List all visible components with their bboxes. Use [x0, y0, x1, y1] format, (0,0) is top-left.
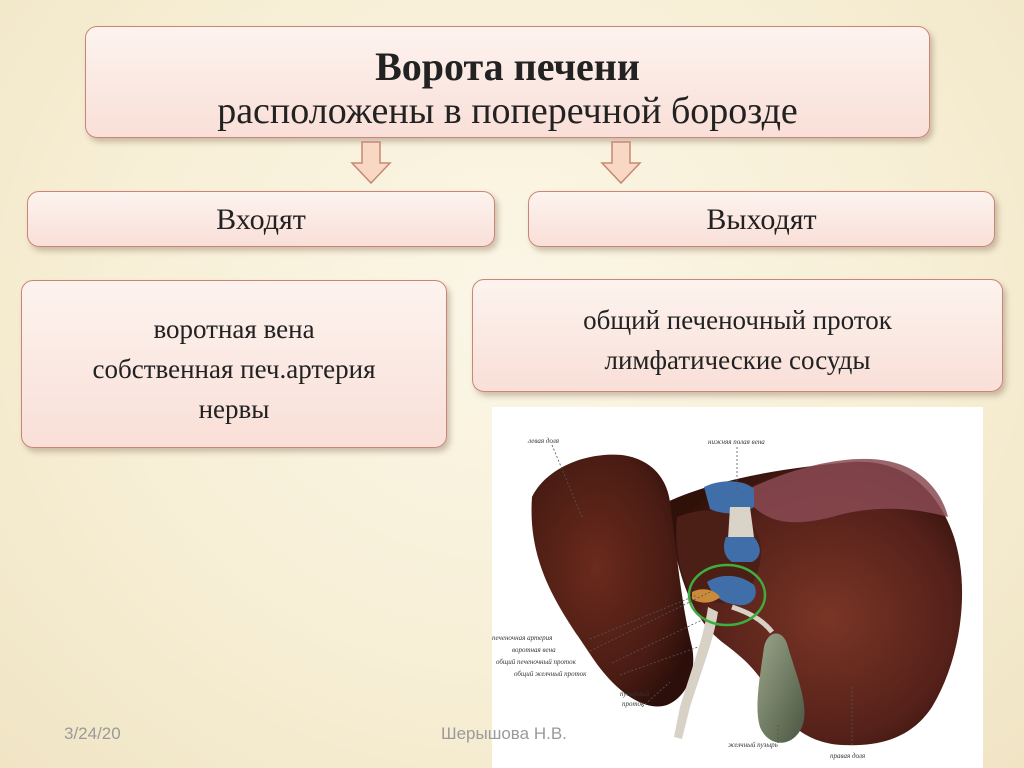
label-cystic-duct-2: проток: [622, 700, 645, 708]
outgoing-header: Выходят: [528, 191, 995, 247]
label-common-bile-duct: общий желчный проток: [514, 670, 587, 678]
list-item: общий печеночный проток: [583, 305, 892, 335]
title-heading: Ворота печени: [375, 44, 640, 89]
list-item: лимфатические сосуды: [604, 345, 871, 375]
outgoing-list: [472, 279, 1003, 392]
down-arrow-icon: [600, 141, 642, 185]
label-hepatic-artery: печеночная артерия: [492, 634, 553, 642]
list-item: нервы: [198, 394, 270, 424]
title-box: [85, 26, 930, 138]
label-portal-vein: воротная вена: [512, 646, 556, 654]
title-subheading: расположены в поперечной борозде: [217, 90, 798, 132]
footer-date: 3/24/20: [64, 724, 121, 743]
incoming-list: [21, 280, 447, 448]
down-arrow-icon: [350, 141, 392, 185]
label-left-lobe: левая доля: [528, 437, 560, 445]
incoming-header: Входят: [27, 191, 495, 247]
liver-illustration: [492, 407, 983, 768]
label-common-hepatic-duct: общий печеночный проток: [496, 658, 576, 666]
list-item: воротная вена: [153, 314, 315, 344]
label-ivc: нижняя полая вена: [708, 438, 765, 446]
label-right-lobe: правая доля: [830, 752, 866, 760]
footer-author: Шерышова Н.В.: [441, 724, 567, 743]
label-gallbladder: желчный пузырь: [728, 741, 778, 749]
label-cystic-duct: пузырный: [620, 690, 650, 698]
list-item: собственная печ.артерия: [92, 354, 376, 384]
